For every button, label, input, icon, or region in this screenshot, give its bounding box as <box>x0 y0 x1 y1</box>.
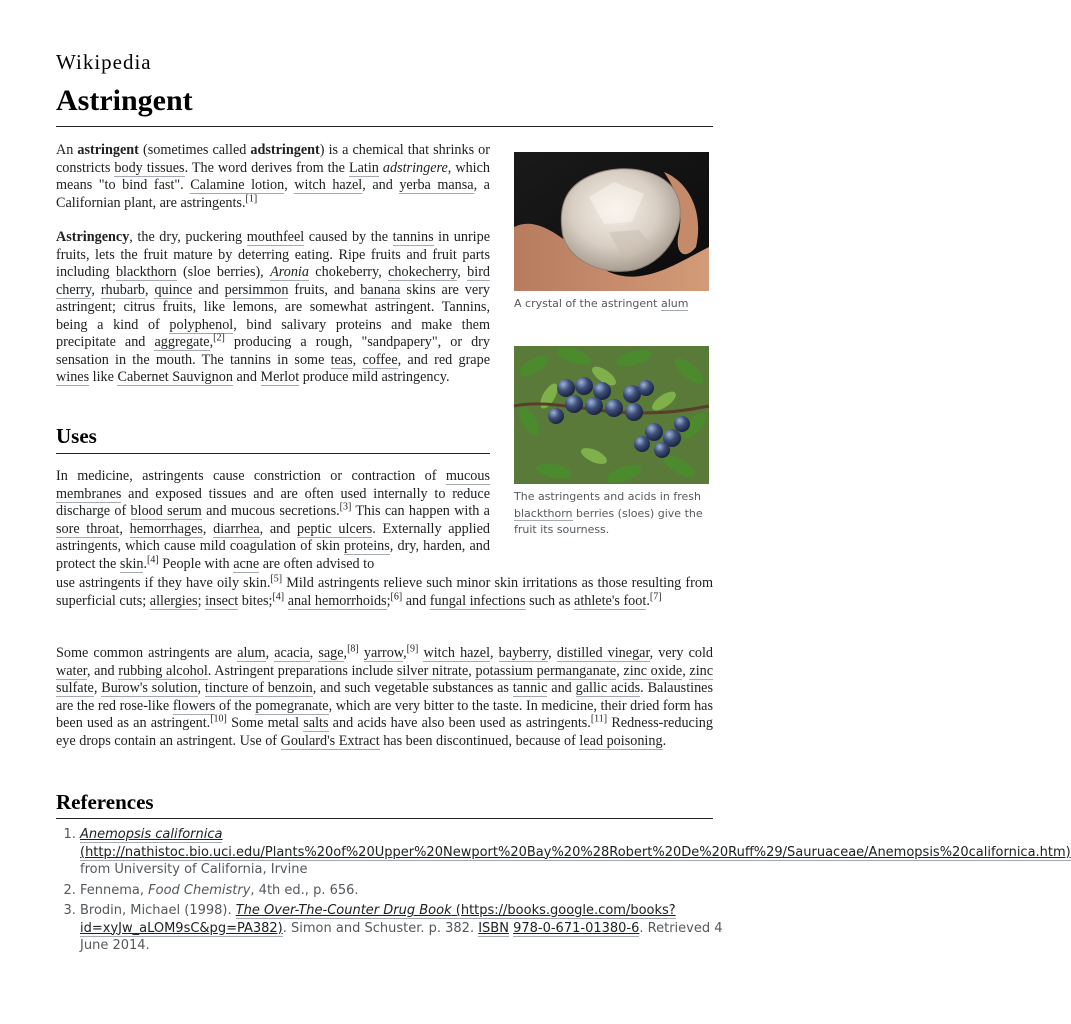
text-run: , <box>548 645 557 661</box>
text-run: , and such vegetable substances as <box>312 680 513 696</box>
wiki-link[interactable]: teas <box>330 351 353 368</box>
text-run: like <box>89 369 118 385</box>
text-run: use astringents if they have oily skin. <box>56 575 271 591</box>
text-run: , <box>144 281 155 298</box>
citation-ref[interactable]: [2] <box>213 332 225 344</box>
text-run: bites; <box>238 592 273 609</box>
intro-paragraph-2 <box>56 229 490 387</box>
wiki-link[interactable]: tincture of benzoin <box>204 680 313 696</box>
text-run: In medicine, astringents cause constriction or contraction of <box>56 468 446 484</box>
text-run: , which are very bitter to the taste. In medicine, their dried form has been used as an astringent. <box>56 697 713 731</box>
text-run: . Astringent preparations include <box>207 662 397 679</box>
text-run: astringent <box>77 142 139 158</box>
uses-divider <box>56 453 490 454</box>
text-run: , bind salivary proteins and make them precipitate and <box>56 316 490 350</box>
text-run: . Balaustines are the red rose-like <box>56 680 713 714</box>
text-run: adstringere <box>382 159 448 176</box>
wiki-link[interactable]: insect <box>205 592 239 609</box>
wiki-link[interactable]: potassium permanganate <box>475 662 617 679</box>
text-run: Astringency <box>56 229 130 245</box>
wiki-link[interactable]: bird cherry <box>56 264 491 298</box>
wiki-link[interactable]: (https://books.google.com/books?id=xyJw_aLOM9sC&pg=PA382) <box>80 903 676 936</box>
wiki-link[interactable]: gallic acids <box>575 680 641 696</box>
figure-caption-blackthorn <box>514 489 709 539</box>
wiki-link[interactable]: tannic <box>512 680 548 696</box>
wiki-link[interactable]: flowers <box>172 697 216 714</box>
citation-ref[interactable]: [11] <box>590 713 608 725</box>
text-run: , and red grape <box>397 351 490 368</box>
text-run: Brodin, Michael (1998). <box>80 903 236 918</box>
text-run: such as <box>525 592 575 609</box>
text-run: and mucous secretions. <box>201 503 340 519</box>
wiki-link[interactable]: blackthorn <box>115 264 177 280</box>
text-run: . The word derives from the <box>184 159 349 176</box>
wiki-link[interactable]: pomegranate <box>255 697 329 714</box>
wiki-link[interactable]: Burow's solution <box>101 680 198 696</box>
citation-ref[interactable]: [8] <box>347 643 359 655</box>
text-run: from University of California, Irvine <box>80 862 308 877</box>
text-run: . <box>662 732 667 749</box>
wiki-link[interactable]: banana <box>360 281 401 298</box>
figure-blackthorn <box>514 346 709 539</box>
reference-item-2 <box>80 882 730 900</box>
wiki-link[interactable]: peptic ulcers <box>297 520 373 537</box>
text-run: produce mild astringency. <box>299 369 450 385</box>
wiki-link[interactable]: aggregate <box>154 334 210 350</box>
text-run: Redness-reducing eye drops contain an astringent. Use of <box>56 715 713 749</box>
wiki-link[interactable]: yarrow <box>363 645 404 661</box>
text-run: , <box>209 334 214 350</box>
citation-ref[interactable]: [6] <box>390 590 403 602</box>
wiki-link[interactable]: athlete's foot <box>574 592 647 609</box>
wiki-link[interactable]: persimmon <box>224 281 289 298</box>
text-run: , very cold <box>649 645 714 661</box>
text-run: , which means "to bind fast". <box>56 159 491 193</box>
alum-crystal-image[interactable] <box>514 152 709 291</box>
text-run: , <box>202 520 214 537</box>
uses-paragraph-1 <box>56 468 490 573</box>
wiki-link[interactable]: mucous membranes <box>56 468 490 502</box>
wiki-link[interactable]: mouthfeel <box>246 229 305 245</box>
text-run: , and <box>259 520 298 537</box>
citation-ref[interactable]: [9] <box>406 643 419 655</box>
text-run: An <box>56 142 78 158</box>
wiki-link[interactable]: zinc oxide <box>623 662 683 679</box>
text-run: , and <box>86 662 119 679</box>
text-run: Mild astringents relieve such minor skin irritations as those resulting from superficial cuts; <box>56 575 713 609</box>
text-run: Food Chemistry <box>148 882 251 898</box>
wiki-link[interactable]: diarrhea <box>213 520 260 537</box>
text-run: , <box>457 264 468 280</box>
text-run: , <box>490 645 499 661</box>
title-divider <box>56 126 713 127</box>
text-run: , 4th ed., p. 656. <box>250 882 359 898</box>
wiki-link[interactable]: Latin <box>348 159 379 176</box>
wiki-link[interactable]: allergies <box>149 592 198 609</box>
text-run: ) is a chemical that shrinks or constricts <box>56 142 490 176</box>
wiki-link[interactable]: acne <box>233 555 260 572</box>
citation-ref[interactable]: [10] <box>210 713 227 725</box>
wiki-link[interactable]: coffee <box>362 351 398 368</box>
citation-ref[interactable]: [1] <box>245 192 258 204</box>
section-heading-references: References <box>56 790 154 814</box>
wiki-link[interactable]: alum <box>237 645 266 661</box>
wiki-link[interactable]: witch hazel <box>294 177 363 193</box>
text-run: Some common astringents are <box>56 645 238 661</box>
wiki-link[interactable]: quince <box>154 281 193 298</box>
text-run: , <box>352 351 363 368</box>
wiki-link[interactable]: chokecherry <box>388 264 458 280</box>
text-run: and <box>192 281 225 298</box>
text-run: adstringent <box>250 142 320 158</box>
citation-ref[interactable]: [4] <box>147 553 159 565</box>
wiki-link[interactable]: The Over-The-Counter Drug Book <box>235 903 452 918</box>
text-run: in unripe fruits, lets the fruit mature by deterring eating. Ripe fruits and fruit parts including <box>56 229 490 280</box>
wiki-link[interactable]: body tissues <box>114 159 185 176</box>
text-run: A crystal of the astringent <box>514 297 661 310</box>
uses-paragraph-1-continued <box>56 575 713 610</box>
wiki-link[interactable]: Anemopsis californica <box>80 827 223 842</box>
text-run: ; <box>386 592 391 609</box>
text-run: , <box>284 177 295 193</box>
text-run: The astringents and acids in fresh <box>514 490 701 503</box>
text-run: (sloe berries), <box>176 264 271 280</box>
text-run: , <box>93 680 102 696</box>
reference-item-1 <box>80 826 1071 879</box>
text-run: are often advised to <box>259 555 375 572</box>
wiki-link[interactable]: blood serum <box>130 503 202 519</box>
text-run: and <box>232 369 261 385</box>
text-run: Fennema, <box>80 882 149 898</box>
citation-ref[interactable]: [3] <box>339 501 352 513</box>
text-run: . Simon and Schuster. p. 382. <box>282 920 479 936</box>
wiki-link[interactable]: sage <box>318 645 344 661</box>
text-run: , <box>197 680 205 696</box>
figure-caption-alum <box>514 296 709 313</box>
wiki-link[interactable]: Merlot <box>260 369 300 385</box>
wiki-link[interactable]: silver nitrate <box>396 662 469 679</box>
wiki-link[interactable]: Calamine lotion <box>190 177 285 193</box>
page-title: Astringent <box>56 84 193 117</box>
text-run: fruits, and <box>288 281 361 298</box>
references-list <box>62 826 1071 958</box>
text-run: , <box>119 520 130 537</box>
text-run: . Externally applied astringents, which cause mild coagulation of skin <box>56 520 490 554</box>
citation-ref[interactable]: [5] <box>270 573 283 585</box>
reference-item-3 <box>80 902 730 955</box>
text-run: , dry, harden, and protect the <box>56 538 490 572</box>
section-heading-uses: Uses <box>56 424 97 448</box>
wiki-link[interactable]: bayberry <box>498 645 549 661</box>
wiki-link[interactable]: yerba mansa <box>399 177 474 193</box>
wiki-link[interactable]: blackthorn <box>514 506 573 520</box>
wiki-link[interactable]: polyphenol <box>169 316 234 333</box>
wiki-link[interactable]: 978-0-671-01380-6 <box>513 920 640 936</box>
citation-ref[interactable]: [4] <box>272 590 285 602</box>
wiki-link[interactable]: witch hazel <box>423 645 491 661</box>
wiki-link[interactable]: skin <box>119 555 144 572</box>
text-run: This can happen with a <box>351 503 490 519</box>
wikipedia-wordmark[interactable]: Wikipedia <box>56 50 152 74</box>
text-run: and <box>402 592 430 609</box>
wiki-link[interactable]: salts <box>303 715 329 731</box>
text-run: , <box>616 662 624 679</box>
wiki-link[interactable]: hemorrhages <box>129 520 203 537</box>
text-run: , <box>403 645 407 661</box>
wiki-link[interactable]: ISBN <box>478 920 509 936</box>
wiki-link[interactable]: Aronia <box>270 264 309 280</box>
text-run: (sometimes called <box>138 142 251 158</box>
text-run: , <box>682 662 690 679</box>
wiki-link[interactable]: anal hemorrhoids <box>287 592 387 609</box>
wiki-link[interactable]: Goulard's Extract <box>280 732 380 749</box>
text-run: , <box>309 645 319 661</box>
text-run: , <box>265 645 275 661</box>
references-divider <box>56 818 713 819</box>
wiki-link[interactable]: Cabernet Sauvignon <box>117 369 233 385</box>
text-run: and exposed tissues and are often used internally to reduce discharge of <box>56 485 490 519</box>
text-run: . Retrieved 4 June 2014. <box>80 920 723 953</box>
wiki-link[interactable]: zinc sulfate <box>56 662 714 696</box>
text-run: People with <box>158 555 234 572</box>
uses-paragraph-2 <box>56 645 713 750</box>
text-run: has been discontinued, because of <box>379 732 580 749</box>
wiki-link[interactable]: rhubarb <box>100 281 145 298</box>
wiki-link[interactable]: distilled vinegar <box>556 645 650 661</box>
wiki-link[interactable]: sore throat <box>56 520 120 537</box>
text-run: berries (sloes) give the fruit its sourness. <box>514 506 703 536</box>
text-run: caused by the <box>304 229 393 245</box>
wiki-link[interactable]: (http://nathistoc.bio.uci.edu/Plants%20of%20Upper%20Newport%20Bay%20%28Robert%20De%20Ruff%29/Sauruaceae/Anemopsis%20californica.htm) <box>80 844 1071 860</box>
text-run: , a Californian plant, are astringents. <box>56 177 490 211</box>
wiki-link[interactable]: tannins <box>392 229 434 245</box>
text-run: , <box>468 662 476 679</box>
text-run: , <box>91 281 101 298</box>
text-run: , <box>343 645 348 661</box>
wiki-link[interactable]: wines <box>56 369 90 385</box>
wiki-link[interactable]: water <box>56 662 87 679</box>
text-run: . <box>646 592 650 609</box>
text-run: Some metal <box>226 715 304 731</box>
text-run: and acids have also been used as astringents. <box>328 715 591 731</box>
text-run: of the <box>215 697 256 714</box>
text-run: skins are very astringent; citrus fruits, like lemons, are somewhat astringent. Tannins, being a kind of <box>56 281 491 333</box>
text-run: and <box>547 680 576 696</box>
text-run: ; <box>197 592 206 609</box>
text-run: chokeberry, <box>308 264 389 280</box>
text-run: , the dry, puckering <box>129 229 247 245</box>
wiki-link[interactable]: acacia <box>274 645 310 661</box>
citation-ref[interactable]: [7] <box>649 590 662 602</box>
text-run: producing a rough, "sandpapery", or dry sensation in the mouth. The tannins in some <box>56 334 491 368</box>
wiki-link[interactable]: rubbing alcohol <box>118 662 208 679</box>
text-run: . <box>143 555 148 572</box>
figure-alum-crystal <box>514 152 709 313</box>
blackthorn-berries-image[interactable] <box>514 346 709 484</box>
text-run: , and <box>362 177 400 193</box>
intro-paragraph-1 <box>56 142 490 212</box>
wiki-link[interactable]: proteins <box>344 538 390 554</box>
wiki-link[interactable]: alum <box>660 297 689 310</box>
wiki-link[interactable]: fungal infections <box>429 592 526 609</box>
wiki-link[interactable]: lead poisoning <box>579 732 663 749</box>
